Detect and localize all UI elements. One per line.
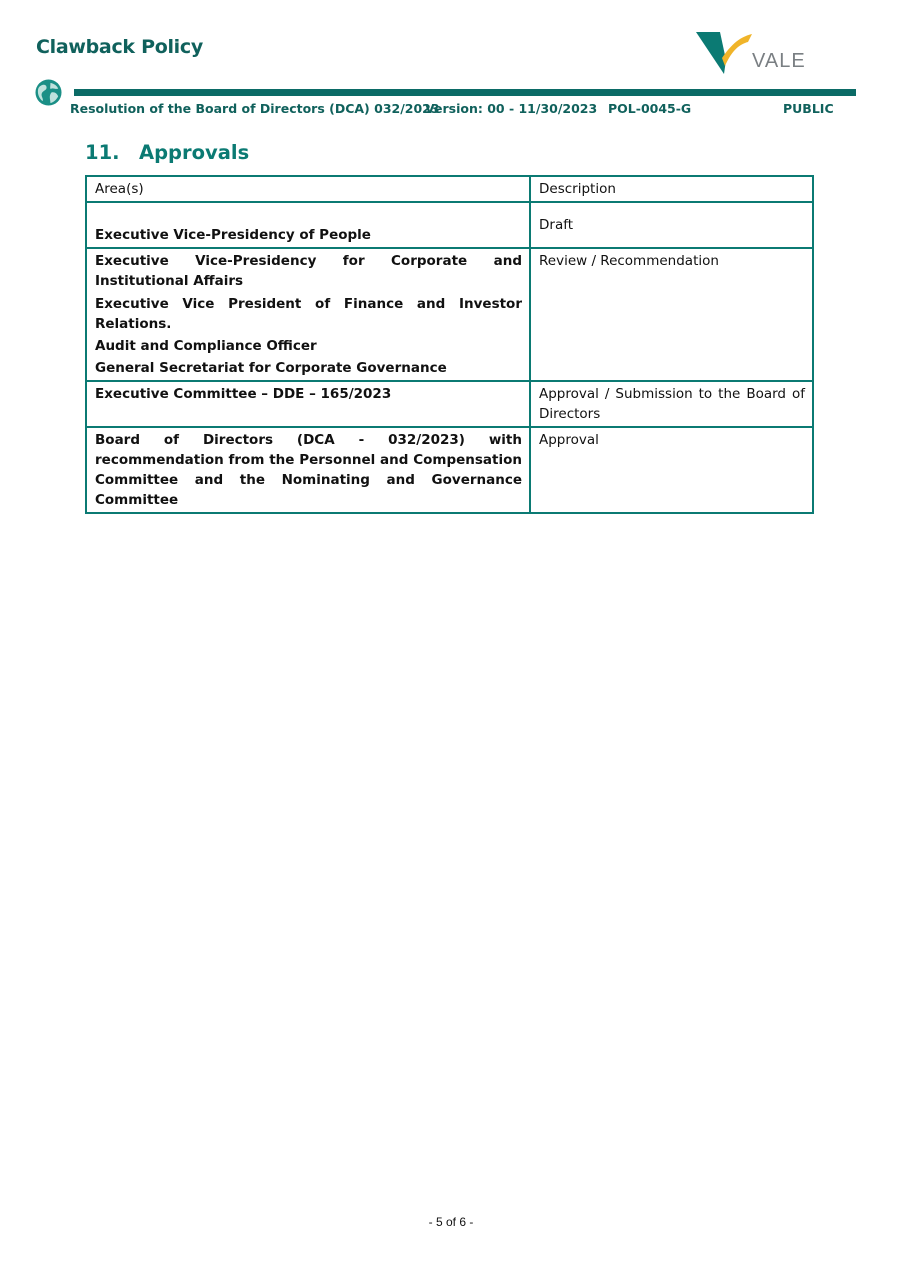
logo-text: VALE bbox=[752, 50, 806, 72]
description-cell: Approval bbox=[530, 427, 813, 513]
document-title: Clawback Policy bbox=[36, 36, 203, 58]
area-cell bbox=[86, 202, 530, 248]
table-row bbox=[86, 427, 813, 513]
page-number: - 5 of 6 - bbox=[428, 1215, 474, 1229]
vale-logo bbox=[694, 30, 814, 76]
logo-yellow-shape bbox=[722, 34, 752, 66]
column-header-areas: Area(s) bbox=[86, 176, 530, 202]
column-header-description: Description bbox=[530, 176, 813, 202]
description-cell: Draft bbox=[530, 202, 813, 248]
area-name: Executive Vice-Presidency of People bbox=[95, 227, 371, 243]
approvals-table bbox=[85, 175, 814, 514]
logo-teal-shape bbox=[696, 32, 726, 74]
globe-icon bbox=[35, 79, 62, 106]
area-name: General Secretariat for Corporate Governance bbox=[95, 360, 447, 376]
resolution-info: Resolution of the Board of Directors (DCA) 032/2023 bbox=[70, 101, 440, 116]
description-cell: Approval / Submission to the Board of Directors bbox=[530, 381, 813, 427]
classification-label: PUBLIC bbox=[783, 101, 834, 116]
description-cell: Review / Recommendation bbox=[530, 248, 813, 381]
table-header-row bbox=[86, 176, 813, 202]
area-name: Audit and Compliance Officer bbox=[95, 338, 317, 354]
table-row bbox=[86, 248, 813, 381]
area-cell bbox=[86, 427, 530, 513]
section-heading bbox=[85, 141, 249, 164]
header-rule bbox=[74, 89, 856, 96]
table-row bbox=[86, 381, 813, 427]
section-number: 11. bbox=[85, 141, 120, 164]
section-title: Approvals bbox=[139, 141, 250, 164]
table-row bbox=[86, 202, 813, 248]
area-cell bbox=[86, 381, 530, 427]
area-name: Board of Directors (DCA - 032/2023) with recommendation from the Personnel and Compensation Committee and the Nominating and Governance Committee bbox=[95, 432, 522, 508]
policy-code: POL-0045-G bbox=[608, 101, 692, 116]
area-cell bbox=[86, 248, 530, 381]
area-name: Executive Vice President of Finance and Investor Relations. bbox=[95, 296, 522, 332]
area-name: Executive Vice-Presidency for Corporate and Institutional Affairs bbox=[95, 253, 522, 289]
area-name: Executive Committee – DDE – 165/2023 bbox=[95, 386, 392, 402]
version-info: Version: 00 - 11/30/2023 bbox=[425, 101, 598, 116]
